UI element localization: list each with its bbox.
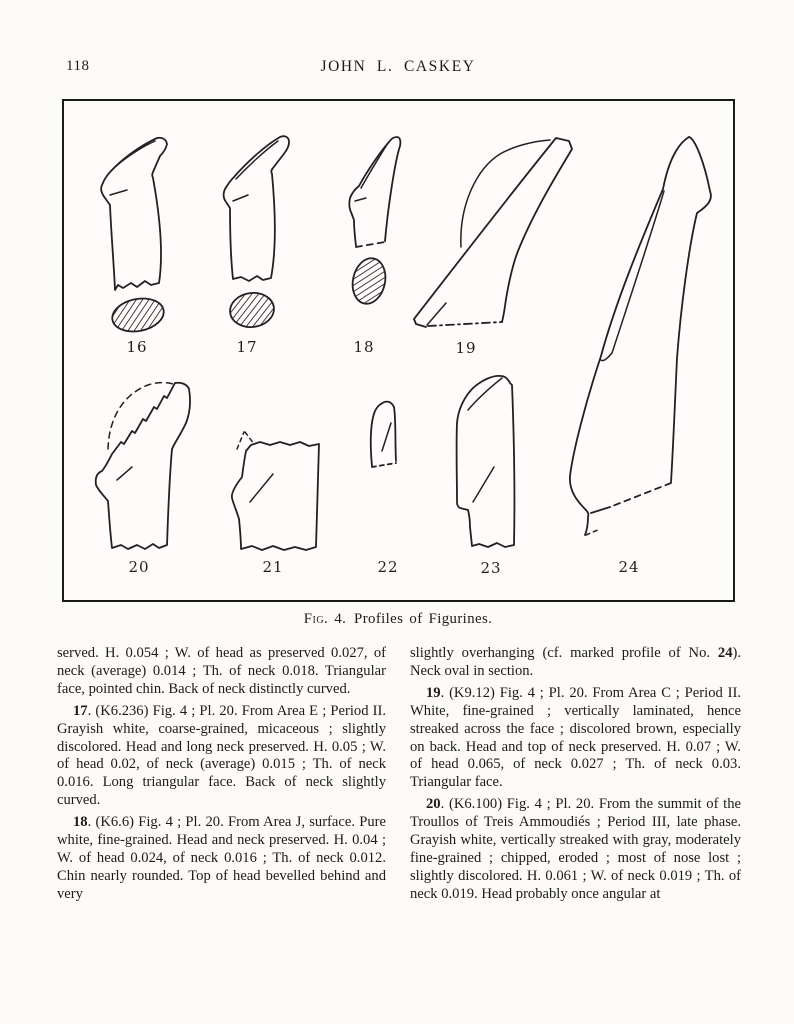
figure-4-box (62, 99, 735, 602)
paragraph-16-continued: served. H. 0.054 ; W. of head as preserved 0.027, of neck (average) 0.014 ; Th. of neck 0.018. Triangular face, pointed chin. Back of neck distinctly curved. (57, 645, 386, 697)
figurine-profile-21 (232, 432, 319, 550)
figure-caption: Fig. 4. Profiles of Figurines. (303, 611, 493, 627)
figure-label-21: 21 (262, 558, 284, 576)
running-head: JOHN L. CASKEY (320, 58, 476, 75)
catalog-entry-17: 17. (K6.236) Fig. 4 ; Pl. 20. From Area E ; Period II. Grayish white, coarse-grained, micaceous ; slightly discolored. Head and long neck preserved. H. 0.05 ; W. of head 0.02, of neck (average) 0.015 ; Th. of neck 0.016. Long triangular face. Back of neck slightly curved. (57, 702, 386, 809)
catalog-entry-18-continued: slightly overhanging (cf. marked profile of No. 24). Neck oval in section. (410, 645, 741, 679)
figure-label-24: 24 (618, 558, 640, 576)
figure-label-16: 16 (126, 338, 148, 356)
figurine-profile-17 (224, 136, 289, 329)
figure-label-18: 18 (353, 338, 375, 356)
figurine-profile-23 (457, 376, 515, 547)
figurine-profile-22 (371, 402, 396, 467)
catalog-entry-20: 20. (K6.100) Fig. 4 ; Pl. 20. From the summit of the Troullos of Treis Ammoudiés ; Period III, late phase. Grayish white, vertically streaked with gray, moderately fine-grained ; chipped, eroded ; most of nose lost ; slightly discolored. H. 0.061 ; W. of neck 0.019 ; Th. of neck 0.019. Head probably once angular at (410, 796, 741, 902)
figurine-profile-24 (570, 137, 711, 535)
figure-label-20: 20 (128, 558, 150, 576)
catalog-entry-19: 19. (K9.12) Fig. 4 ; Pl. 20. From Area C ; Period II. White, fine-grained ; vertically laminated, hence streaked across the face ; discolored brown, especially on back. Head and top of neck preserved. H. 0.07 ; W. of head 0.065, of neck 0.027 ; Th. of neck 0.03. Triangular face. (410, 684, 741, 791)
page-number: 118 (66, 58, 90, 74)
left-column (57, 645, 386, 904)
figure-label-17: 17 (236, 338, 258, 356)
figurine-profile-18 (349, 137, 401, 307)
catalog-entry-18: 18. (K6.6) Fig. 4 ; Pl. 20. From Area J, surface. Pure white, fine-grained. Head and neck preserved. H. 0.04 ; W. of head 0.024, of neck 0.016 ; Th. of neck 0.012. Chin nearly rounded. Top of head bevelled behind and very (57, 814, 386, 902)
figurine-profile-19 (414, 138, 572, 327)
right-column (410, 645, 741, 904)
figure-label-23: 23 (480, 559, 502, 577)
figure-label-22: 22 (377, 558, 399, 576)
figurine-profile-16 (101, 138, 167, 336)
figure-4-drawing (64, 101, 733, 600)
figurine-profile-20 (96, 383, 190, 549)
figure-label-19: 19 (455, 339, 477, 357)
